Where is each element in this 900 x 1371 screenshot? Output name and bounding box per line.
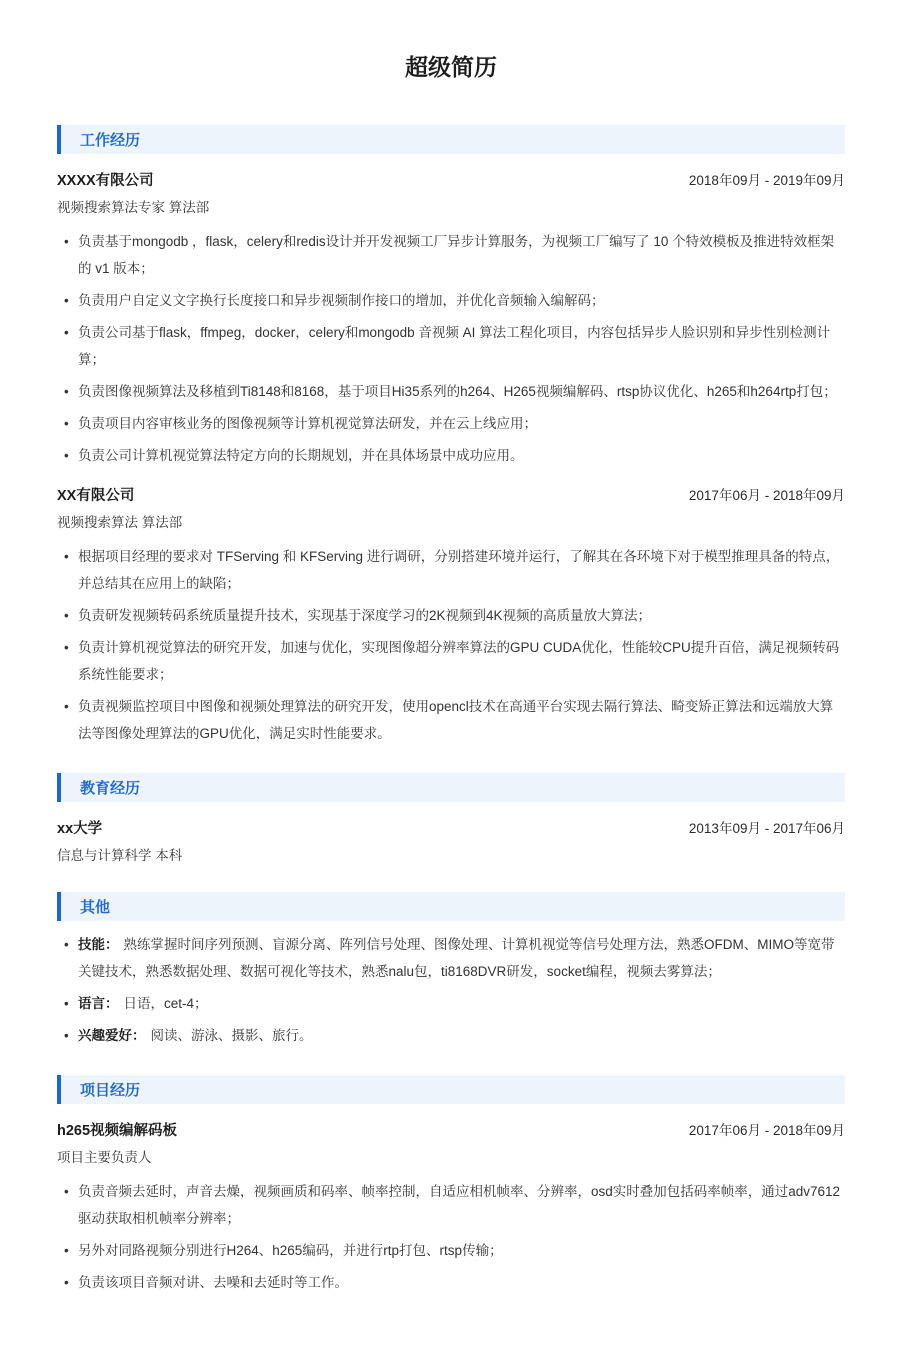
entry-role: 视频搜索算法专家 算法部 — [57, 200, 210, 215]
bullet-item: • 负责视频监控项目中图像和视频处理算法的研究开发，使用opencl技术在高通平台实现去隔行算法、畸变矫正算法和远端放大算法等图像处理算法的GPU优化，满足实时性能要求。 — [57, 693, 845, 747]
hobbies-label: 兴趣爱好： — [78, 1028, 146, 1043]
section-header-education — [57, 773, 845, 802]
entry-role: 视频搜索算法 算法部 — [57, 515, 183, 530]
bullet-item: • 负责项目内容审核业务的图像视频等计算机视觉算法研发，并在云上线应用； — [57, 410, 845, 437]
bullet-item: • 负责研发视频转码系统质量提升技术，实现基于深度学习的2K视频到4K视频的高质量放大算法； — [57, 602, 845, 629]
other-item-language — [57, 990, 845, 1017]
section-header-work — [57, 125, 845, 154]
project-name: h265视频编解码板 — [57, 1123, 178, 1139]
section-heading-other: 其他 — [80, 899, 111, 916]
section-work — [57, 125, 845, 747]
entry-date: 2017年06月 - 2018年09月 — [688, 488, 845, 503]
school-name: xx大学 — [57, 821, 103, 837]
project-role: 项目主要负责人 — [57, 1150, 152, 1165]
bullet-item: • 负责该项目音频对讲、去噪和去延时等工作。 — [57, 1269, 845, 1296]
skills-label: 技能： — [78, 937, 119, 952]
section-other — [57, 892, 845, 1049]
project-entry — [57, 1120, 845, 1296]
bullet-item: • 负责公司计算机视觉算法特定方向的长期规划，并在具体场景中成功应用。 — [57, 442, 845, 469]
bullet-item: • 负责音频去延时，声音去燥，视频画质和码率、帧率控制，自适应相机帧率、分辨率，osd实时叠加包括码率帧率，通过adv7612驱动获取相机帧率分辨率； — [57, 1178, 845, 1232]
entry-head — [57, 170, 845, 192]
education-entry — [57, 818, 845, 866]
work-bullet-list — [57, 228, 845, 469]
other-item-skills — [57, 931, 845, 985]
section-heading-work: 工作经历 — [80, 132, 141, 149]
entry-date: 2017年06月 - 2018年09月 — [688, 1123, 845, 1138]
entry-head — [57, 818, 845, 840]
entry-date: 2018年09月 - 2019年09月 — [688, 173, 845, 188]
work-bullet-list — [57, 543, 845, 747]
page-title: 超级简历 — [405, 54, 497, 80]
major-degree: 信息与计算科学 本科 — [57, 848, 183, 863]
other-list — [57, 931, 845, 1049]
section-projects — [57, 1075, 845, 1296]
section-header-projects — [57, 1075, 845, 1104]
project-bullet-list — [57, 1178, 845, 1296]
bullet-item: • 负责计算机视觉算法的研究开发，加速与优化，实现图像超分辨率算法的GPU CUDA优化，性能较CPU提升百倍，满足视频转码系统性能要求； — [57, 634, 845, 688]
section-heading-education: 教育经历 — [80, 780, 141, 797]
section-heading-projects: 项目经历 — [80, 1082, 141, 1099]
company-name: XX有限公司 — [57, 488, 135, 504]
other-item-hobbies — [57, 1022, 845, 1049]
work-entry-2 — [57, 485, 845, 747]
bullet-item: • 另外对同路视频分别进行H264、h265编码，并进行rtp打包、rtsp传输； — [57, 1237, 845, 1264]
entry-head — [57, 1120, 845, 1142]
work-entry-1 — [57, 170, 845, 469]
bullet-item: • 根据项目经理的要求对 TFServing 和 KFServing 进行调研，分别搭建环境并运行，了解其在各环境下对于模型推理具备的特点，并总结其在应用上的缺陷； — [57, 543, 845, 597]
hobbies-text: 阅读、游泳、摄影、旅行。 — [150, 1028, 313, 1043]
company-name: XXXX有限公司 — [57, 173, 154, 189]
skills-text: 熟练掌握时间序列预测、盲源分离、阵列信号处理、图像处理、计算机视觉等信号处理方法，熟悉OFDM、MIMO等宽带关键技术，熟悉数据处理、数据可视化等技术，熟悉nalu包，ti8168DVR研发，socket编程，视频去雾算法； — [78, 937, 835, 979]
bullet-item: • 负责基于mongodb ，flask，celery和redis设计并开发视频工厂异步计算服务，为视频工厂编写了 10 个特效模板及推进特效框架的 v1 版本； — [57, 228, 845, 282]
section-header-other — [57, 892, 845, 921]
bullet-item: • 负责用户自定义文字换行长度接口和异步视频制作接口的增加，并优化音频输入编解码； — [57, 287, 845, 314]
entry-date: 2013年09月 - 2017年06月 — [688, 821, 845, 836]
language-text: 日语，cet-4； — [123, 996, 208, 1011]
bullet-item: • 负责图像视频算法及移植到Ti8148和8168，基于项目Hi35系列的h264、H265视频编解码、rtsp协议优化、h265和h264rtp打包； — [57, 378, 845, 405]
bullet-item: • 负责公司基于flask，ffmpeg，docker，celery和mongodb 音视频 AI 算法工程化项目，内容包括异步人脸识别和异步性别检测计算； — [57, 319, 845, 373]
entry-head — [57, 485, 845, 507]
language-label: 语言： — [78, 996, 119, 1011]
section-education — [57, 773, 845, 866]
